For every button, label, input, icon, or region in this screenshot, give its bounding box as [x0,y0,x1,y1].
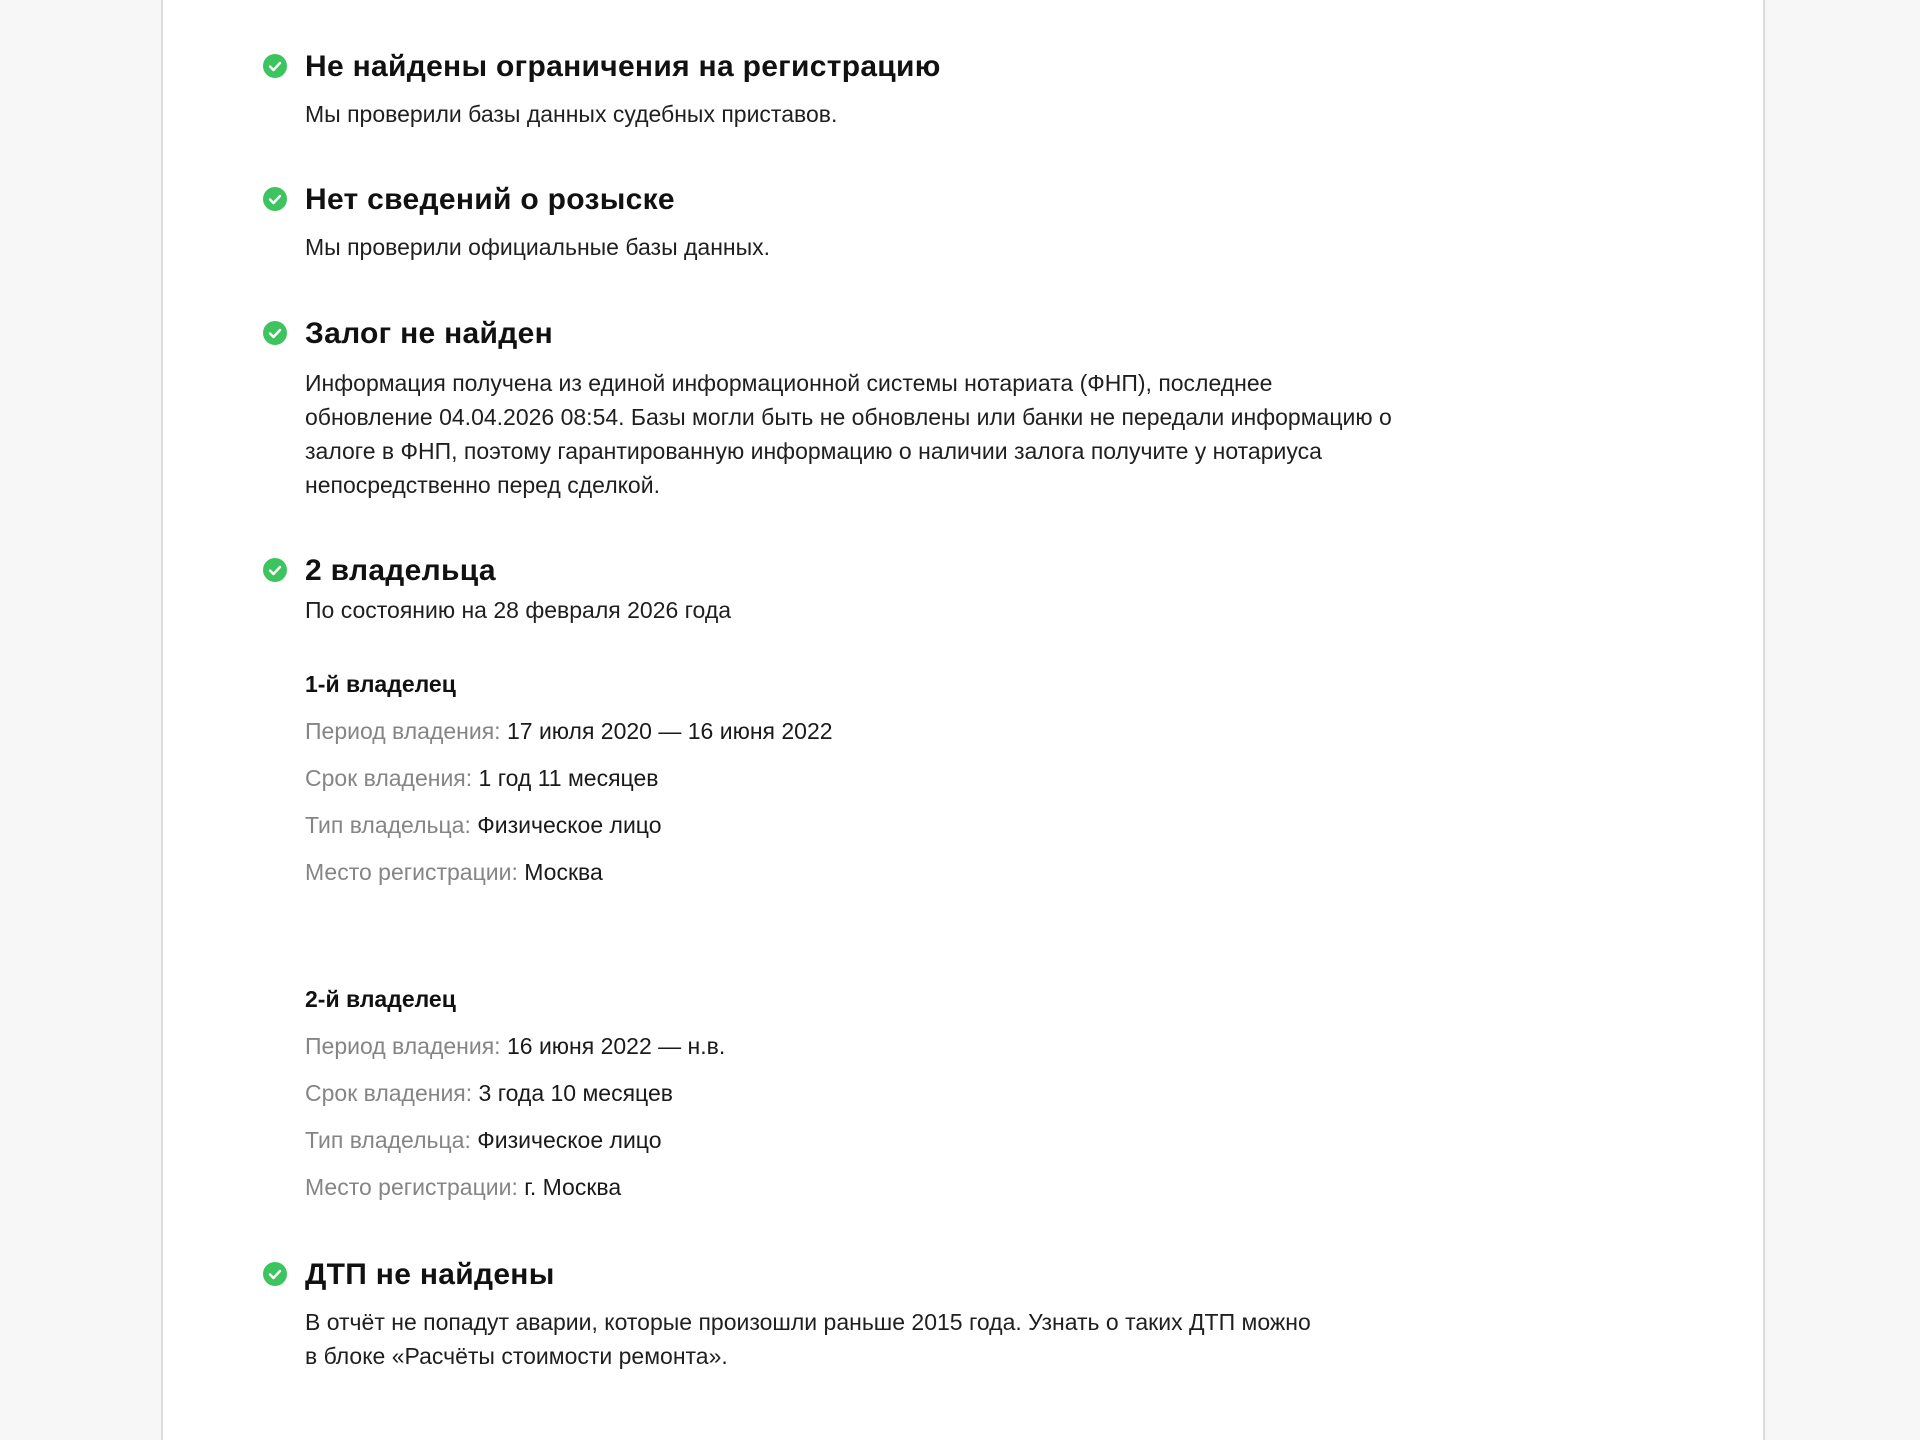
owner-label: Срок владения: [305,765,473,791]
check-circle-icon [263,54,287,78]
owner-value: Физическое лицо [477,1127,662,1153]
owner-block-2 [305,982,1563,1204]
section-title: ДТП не найдены [305,1258,555,1291]
section-registration-restrictions [263,47,1563,131]
report-card [161,0,1765,1440]
section-accidents [263,1255,1563,1373]
section-title: Не найдены ограничения на регистрацию [305,50,941,83]
section-description [305,1305,1563,1373]
section-description [305,366,1563,502]
owner-label: Период владения: [305,1033,501,1059]
owner-label: Период владения: [305,718,501,744]
owner-label: Тип владельца: [305,812,471,838]
owner-label: Срок владения: [305,1080,473,1106]
section-header [263,1255,1563,1295]
section-header [263,314,1563,354]
owner-row-type [305,808,1563,842]
owner-row-duration [305,1076,1563,1110]
description-line: в блоке «Расчёты стоимости ремонта». [305,1343,728,1369]
description-line: обновление 04.04.2026 08:54. Базы могли быть не обновлены или банки не передали информацию о [305,404,1392,430]
section-description: Мы проверили официальные базы данных. [305,234,771,260]
section-description: По состоянию на 28 февраля 2026 года [305,597,732,623]
section-title: Залог не найден [305,317,554,350]
owner-value: 3 года 10 месяцев [478,1080,673,1106]
owner-block-1 [305,667,1563,889]
description-line: непосредственно перед сделкой. [305,472,660,498]
check-circle-icon [263,187,287,211]
owner-row-duration [305,761,1563,795]
owner-value: Физическое лицо [477,812,662,838]
owner-value: 17 июля 2020 — 16 июня 2022 [506,718,833,744]
owner-title: 1-й владелец [305,671,456,697]
check-circle-icon [263,1262,287,1286]
section-wanted [263,180,1563,264]
owner-label: Тип владельца: [305,1127,471,1153]
section-owners [263,551,1563,1217]
owner-title: 2-й владелец [305,986,456,1012]
owner-row-type [305,1123,1563,1157]
owner-value: г. Москва [524,1174,622,1200]
owner-row-registration [305,855,1563,889]
section-header [263,551,1563,591]
owner-label: Место регистрации: [305,1174,518,1200]
check-circle-icon [263,321,287,345]
check-circle-icon [263,558,287,582]
section-title: Нет сведений о розыске [305,183,675,216]
section-header [263,180,1563,220]
section-pledge [263,314,1563,502]
description-line: В отчёт не попадут аварии, которые произошли раньше 2015 года. Узнать о таких ДТП можно [305,1309,1311,1335]
owner-value: 16 июня 2022 — н.в. [506,1033,726,1059]
owner-row-period [305,714,1563,748]
owner-row-registration [305,1170,1563,1204]
description-line: Информация получена из единой информационной системы нотариата (ФНП), последнее [305,370,1273,396]
section-title: 2 владельца [305,554,496,587]
description-line: залоге в ФНП, поэтому гарантированную информацию о наличии залога получите у нотариуса [305,438,1322,464]
owner-label: Место регистрации: [305,859,518,885]
owner-row-period [305,1029,1563,1063]
owner-value: 1 год 11 месяцев [478,765,659,791]
owner-value: Москва [524,859,603,885]
section-header [263,47,1563,87]
section-description: Мы проверили базы данных судебных приставов. [305,101,838,127]
